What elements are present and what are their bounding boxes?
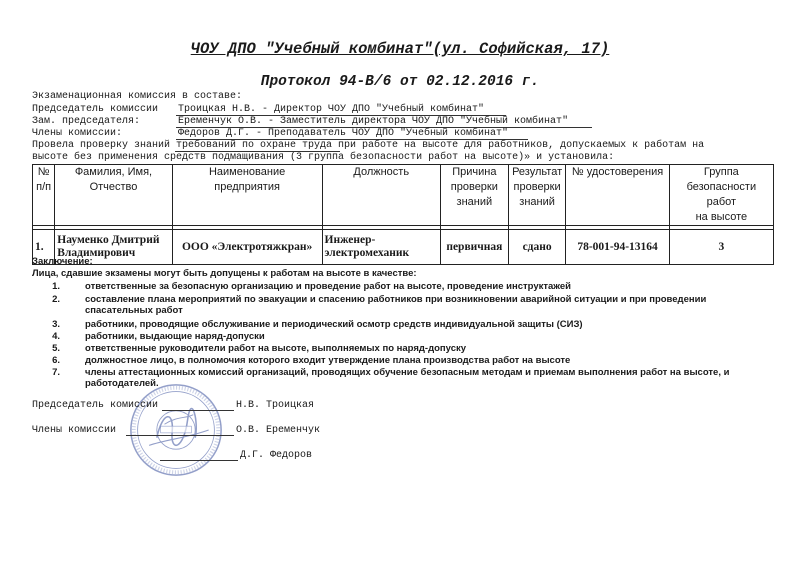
deputy-value: Еременчук О.В. - Заместитель директора ЧОУ ДПО "Учебный комбинат"	[178, 116, 569, 127]
header-position: Должность	[322, 165, 440, 226]
sig-member1-line	[126, 435, 234, 436]
members-value: Федоров Д.Г. - Преподаватель ЧОУ ДПО "Учебный комбинат"	[178, 128, 509, 139]
conclusion-item: работники, проводящие обслуживание и периодический осмотр средств индивидуальной защиты (СИЗ)	[85, 319, 583, 330]
conclusion-lead: Лица, сдавшие экзамены могут быть допущены к работам на высоте в качестве:	[32, 268, 417, 279]
official-stamp	[128, 382, 224, 478]
sig-member1-name: О.В. Еременчук	[236, 425, 321, 436]
header-name: Фамилия, Имя, Отчество	[55, 165, 172, 226]
header-reason: Причина проверки знаний	[440, 165, 508, 226]
header-group: Группа безопасности работ на высоте	[669, 165, 773, 226]
sig-member2-name: Д.Г. Федоров	[240, 450, 313, 461]
cell-certificate: 78-001-94-13164	[566, 230, 669, 265]
sig-members-label: Члены комиссии	[32, 425, 117, 436]
conclusion-item: ответственные за безопасную организацию и проведение работ на высоте, проведение инструктажей	[85, 281, 572, 292]
commission-text-line1: Провела проверку знаний требований по охране труда при работе на высоте для работников, допускаемых к работам на	[32, 140, 705, 151]
header-num: № п/п	[33, 165, 55, 226]
header-certificate: № удостоверения	[566, 165, 669, 226]
document-title: ЧОУ ДПО "Учебный комбинат"(ул. Софийская, 17)	[190, 40, 610, 58]
cell-company: ООО «Электротяжкран»	[172, 230, 322, 265]
cell-position: Инженер- электромеханик	[322, 230, 440, 265]
header-result: Результат проверки знаний	[508, 165, 566, 226]
commission-intro: Экзаменационная комиссия в составе:	[32, 91, 243, 102]
conclusion-item: члены аттестационных комиссий организаций, проводящих обучение безопасным методам и приемам выполнения работ на высоте, и	[85, 367, 730, 378]
chair-label: Председатель комиссии	[32, 104, 159, 115]
conclusion-item-num: 1.	[52, 281, 60, 292]
conclusion-item: работники, выдающие наряд-допуски	[85, 331, 265, 342]
text-underline	[175, 151, 340, 152]
conclusion-item: ответственные руководители работ на высоте, выполняемых по наряд-допуску	[85, 343, 467, 354]
results-table	[32, 164, 774, 265]
deputy-label: Зам. председателя:	[32, 116, 141, 127]
members-label: Члены комиссии:	[32, 128, 123, 139]
sig-chair-label: Председатель комиссии	[32, 400, 159, 411]
conclusion-item-continued: спасательных работ	[85, 305, 183, 316]
conclusion-item-num: 2.	[52, 294, 60, 305]
conclusion-item-num: 3.	[52, 319, 60, 330]
table-row	[33, 230, 774, 265]
commission-text-line2: высоте без применения средств подмащивания (3 группа безопасности работ на высоте)» и установила:	[32, 152, 615, 163]
conclusion-item: составление плана мероприятий по эвакуации и спасению работников при возникновении аварийной ситуации и при проведении	[85, 294, 707, 305]
protocol-title: Протокол 94-В/6 от 02.12.2016 г.	[260, 74, 540, 90]
sig-member2-line	[160, 460, 238, 461]
cell-result: сдано	[508, 230, 566, 265]
conclusion-item-num: 4.	[52, 331, 60, 342]
cell-reason: первичная	[440, 230, 508, 265]
cell-group: 3	[669, 230, 773, 265]
conclusion-item-num: 5.	[52, 343, 60, 354]
sig-chair-name: Н.В. Троицкая	[236, 400, 315, 411]
cell-num: 1.	[33, 230, 55, 265]
table-header-row	[33, 165, 774, 226]
conclusion-item: должностное лицо, в полномочия которого входит утверждение плана производства работ на высоте	[85, 355, 571, 366]
conclusion-item-num: 7.	[52, 367, 60, 378]
chair-value: Троицкая Н.В. - Директор ЧОУ ДПО "Учебный комбинат"	[178, 104, 485, 115]
header-company: Наименование предприятия	[172, 165, 322, 226]
conclusion-item-continued: работодателей.	[85, 378, 159, 389]
conclusion-item-num: 6.	[52, 355, 60, 366]
conclusion-label: Заключение:	[32, 256, 93, 267]
sig-chair-line	[162, 410, 234, 411]
cell-name: Науменко Дмитрий Владимирович	[55, 230, 172, 265]
